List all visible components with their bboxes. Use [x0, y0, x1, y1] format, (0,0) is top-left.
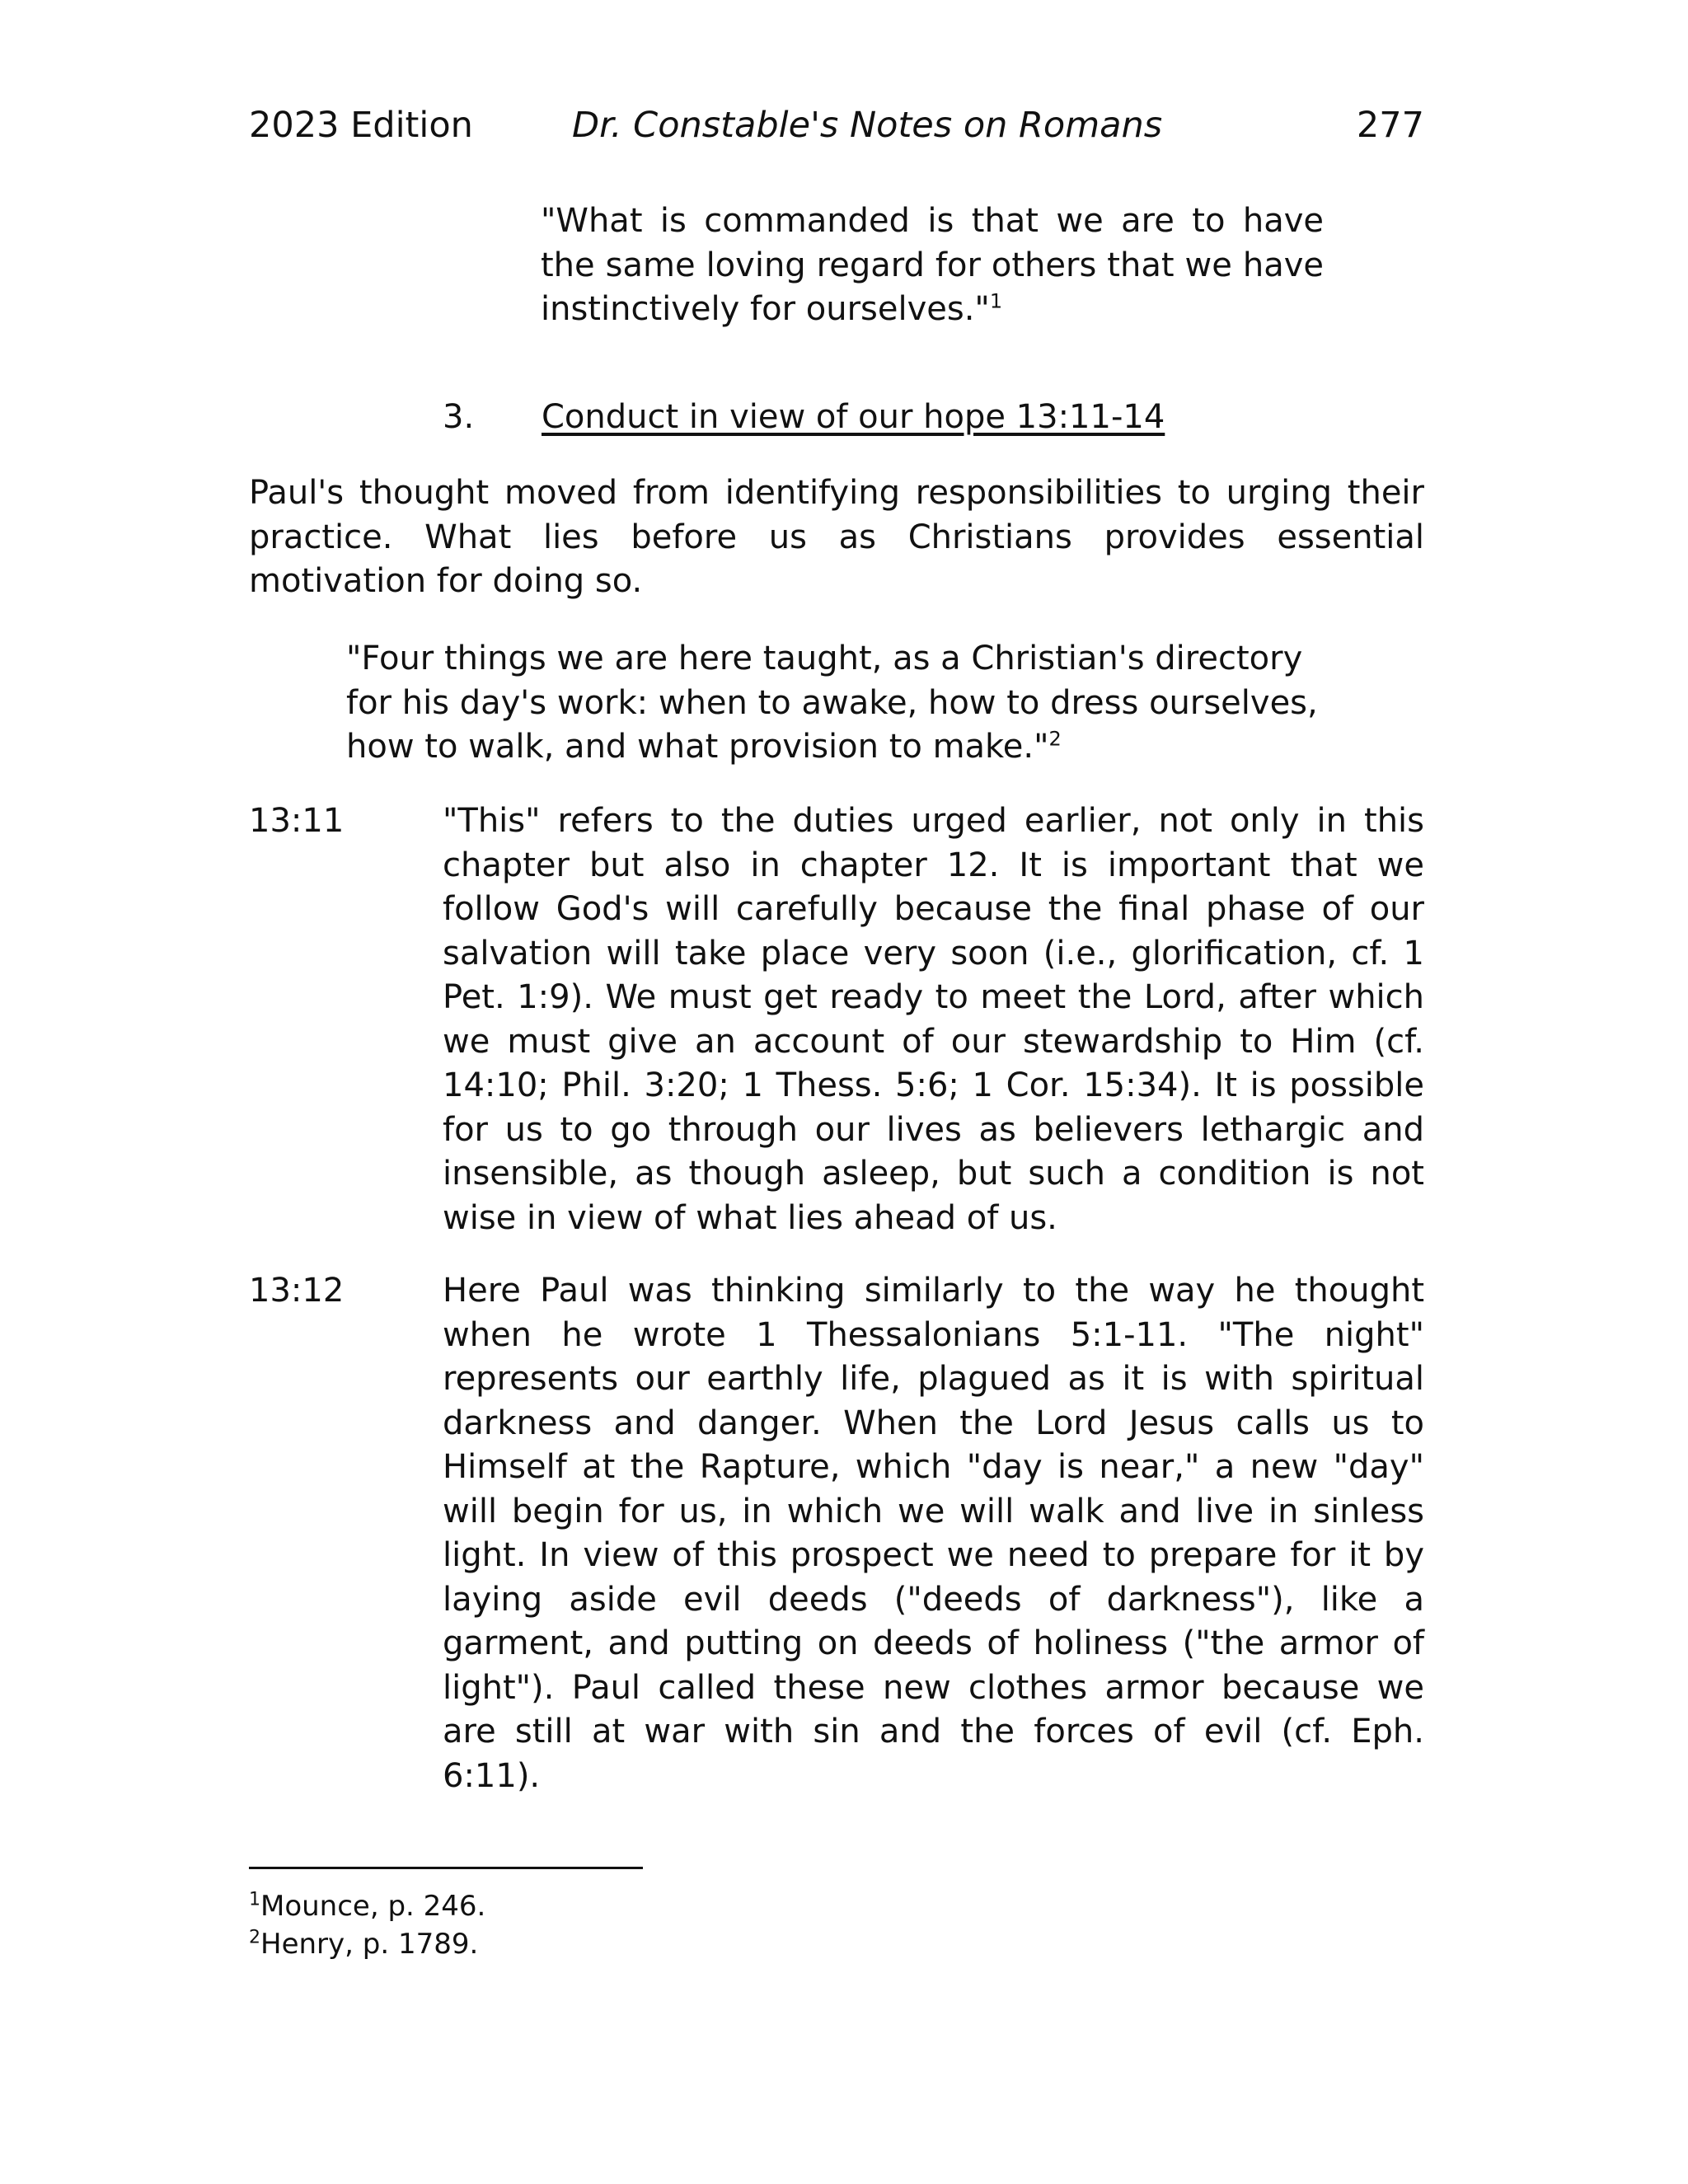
intro-paragraph: Paul's thought moved from identifying responsibilities to urging their practice. What lies before us as Christians provides essential motivation for doing so.	[249, 474, 1424, 600]
verse-reference: 13:12	[249, 1272, 345, 1310]
quote-text: "What is commanded is that we are to have the same loving regard for others that we have instinctively for ourselves."	[541, 202, 1324, 328]
footnote-reference[interactable]: 2	[1048, 727, 1062, 751]
footnote-reference[interactable]: 1	[989, 289, 1003, 313]
quote-text: "Four things we are here taught, as a Christian's directory for his day's work: when to awake, how to dress ourselves, how to walk, and what provision to make."	[346, 640, 1318, 766]
footnote-item	[249, 1925, 1424, 1963]
footnote-mark: 2	[249, 1927, 260, 1948]
book-title: Dr. Constable's Notes on Romans	[572, 105, 1163, 146]
page-number: 277	[1356, 105, 1424, 146]
footnotes	[249, 1887, 1424, 1963]
footnote-mark: 1	[249, 1889, 260, 1910]
footnote-item	[249, 1887, 1424, 1925]
verse-text: Here Paul was thinking similarly to the way he thought when he wrote 1 Thessalonians 5:1-11. "The night" represents our earthly life, plagued as it is with spiritual darkness and danger. When the Lord Jesus calls us to Himself at the Rapture, which "day is near," a new "day" will begin for us, in which we will walk and live in sinless light. In view of this prospect we need to prepare for it by laying aside evil deeds ("deeds of darkness"), like a garment, and putting on deeds of holiness ("the armor of light"). Paul called these new clothes armor because we are still at war with sin and the forces of evil (cf. Eph. 6:11).	[443, 1272, 1424, 1795]
section-number: 3.	[443, 398, 475, 436]
verse-reference: 13:11	[249, 802, 345, 840]
verse-text: "This" refers to the duties urged earlier, not only in this chapter but also in chapter 12. It is important that we follow God's will carefully because the final phase of our salvation will take place very soon (i.e., glorification, cf. 1 Pet. 1:9). We must get ready to meet the Lord, after which we must give an account of our stewardship to Him (cf. 14:10; Phil. 3:20; 1 Thess. 5:6; 1 Cor. 15:34). It is possible for us to go through our lives as believers lethargic and insensible, as though asleep, but such a condition is not wise in view of what lies ahead of us.	[443, 802, 1424, 1237]
edition-label: 2023 Edition	[249, 105, 473, 146]
section-heading	[443, 394, 1165, 440]
footnote-divider	[249, 1867, 643, 1869]
running-header	[249, 101, 1424, 150]
block-quote-mounce	[541, 199, 1324, 332]
footnote-text: Mounce, p. 246.	[260, 1890, 486, 1923]
section-title: Conduct in view of our hope 13:11-14	[542, 398, 1165, 436]
block-quote-henry	[346, 637, 1324, 770]
footnote-text: Henry, p. 1789.	[260, 1928, 479, 1961]
